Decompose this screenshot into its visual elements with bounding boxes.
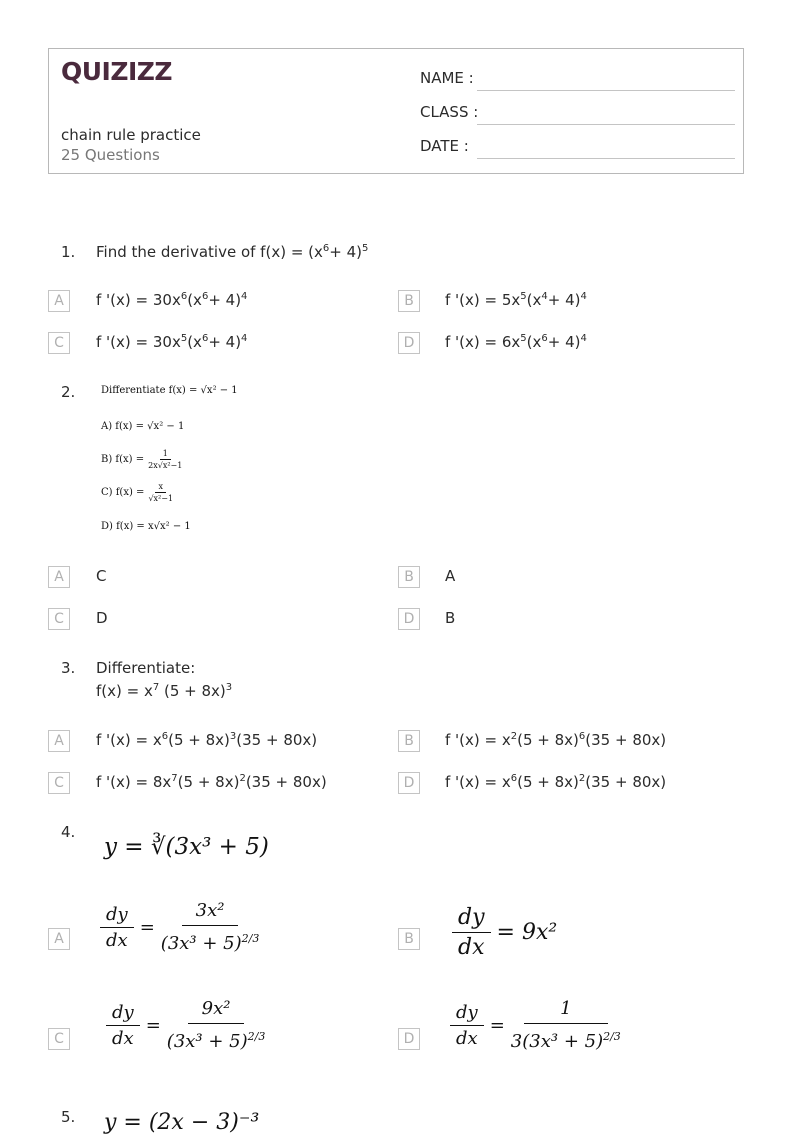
lhs-denominator: dx	[106, 929, 128, 951]
option-answer[interactable]	[445, 291, 587, 309]
answer-sup: 4	[241, 333, 248, 344]
prompt-sup: 3	[225, 682, 233, 693]
derivative-rhs	[511, 998, 621, 1052]
date-line[interactable]	[477, 158, 735, 159]
lhs-denominator: dx	[456, 1027, 478, 1049]
option-letter-box[interactable]: B	[398, 290, 420, 312]
answer-text: (5 + 8x)	[517, 731, 579, 749]
lhs-numerator: dy	[106, 1002, 140, 1026]
rhs-denominator-base: (3x³ + 5)	[166, 1031, 248, 1052]
option-answer[interactable]	[450, 998, 621, 1052]
option-letter-box[interactable]: B	[398, 566, 420, 588]
rhs-numerator: 3x²	[182, 900, 239, 926]
option-letter-box[interactable]: A	[48, 928, 70, 950]
option-answer[interactable]: B	[445, 609, 456, 627]
question-number: 1.	[61, 243, 76, 261]
lhs-numerator: dy	[452, 905, 491, 933]
prompt-text: Find the derivative of f(x) = (x	[96, 243, 323, 261]
option-answer[interactable]	[445, 333, 587, 351]
answer-text: (x	[187, 291, 202, 309]
answer-text: f '(x) = 6x	[445, 333, 521, 351]
lhs-denominator: dx	[112, 1027, 134, 1049]
option-letter-box[interactable]: C	[48, 772, 70, 794]
answer-text: (5 + 8x)	[517, 773, 579, 791]
derivative-rhs	[161, 900, 260, 954]
answer-text: f '(x) = x	[96, 731, 162, 749]
equals-sign: =	[139, 916, 155, 938]
question-count: 25 Questions	[61, 146, 160, 164]
fraction-numerator: 1	[160, 449, 171, 460]
option-answer[interactable]	[445, 731, 666, 749]
answer-sup: 5	[520, 333, 527, 344]
lhs-denominator: dx	[458, 935, 485, 960]
answer-text: (x	[526, 333, 542, 351]
rhs-numerator: 9x²	[188, 998, 245, 1024]
option-letter-box[interactable]: C	[48, 1028, 70, 1050]
rhs-denominator	[161, 926, 260, 954]
worksheet-title: chain rule practice	[61, 126, 201, 144]
question-prompt	[96, 243, 368, 261]
option-answer[interactable]: C	[96, 567, 107, 585]
option-answer[interactable]	[96, 333, 247, 351]
option-answer[interactable]	[100, 900, 259, 954]
name-line[interactable]	[477, 90, 735, 91]
prompt-sup: 5	[362, 243, 369, 254]
option-answer[interactable]	[96, 773, 327, 791]
question-image-line: Differentiate f(x) = √x² − 1	[101, 385, 238, 396]
answer-sup: 2	[578, 773, 586, 784]
date-label: DATE :	[420, 137, 469, 155]
question-image-line: A) f(x) = √x² − 1	[101, 421, 185, 432]
question-number: 4.	[61, 823, 76, 841]
option-answer[interactable]	[96, 731, 317, 749]
derivative-lhs	[100, 904, 134, 951]
option-letter-box[interactable]: D	[398, 772, 420, 794]
option-letter-box[interactable]: D	[398, 1028, 420, 1050]
worksheet-header	[48, 48, 744, 174]
option-letter-box[interactable]: D	[398, 332, 420, 354]
answer-sup: 4	[241, 291, 248, 302]
class-line[interactable]	[477, 124, 735, 125]
option-answer[interactable]	[445, 773, 666, 791]
answer-text: + 4)	[208, 333, 242, 351]
image-prefix: B) f(x) =	[101, 454, 145, 465]
image-fraction	[148, 449, 182, 470]
rhs-exponent: 2/3	[241, 932, 260, 945]
answer-text: f '(x) = 8x	[96, 773, 172, 791]
option-answer[interactable]: A	[445, 567, 456, 585]
quizizz-logo: QUIZIZZ	[61, 57, 173, 86]
answer-text: (35 + 80x)	[585, 731, 667, 749]
answer-text: f '(x) = 30x	[96, 291, 181, 309]
rhs-denominator	[167, 1024, 266, 1052]
option-letter-box[interactable]: C	[48, 608, 70, 630]
image-prefix: C) f(x) =	[101, 487, 145, 498]
equals-sign: =	[145, 1014, 161, 1036]
answer-sup: 6	[510, 773, 518, 784]
question-number: 5.	[61, 1108, 76, 1126]
answer-sup: 4	[541, 291, 548, 302]
question-equation: y = (2x − 3)⁻³	[104, 1110, 260, 1135]
answer-text: (5 + 8x)	[177, 773, 240, 791]
date-field[interactable]	[420, 137, 735, 159]
lhs-numerator: dy	[450, 1002, 484, 1026]
answer-sup: 6	[161, 731, 169, 742]
answer-text: (35 + 80x)	[585, 773, 667, 791]
answer-sup: 2	[510, 731, 518, 742]
prompt-sup: 6	[322, 243, 330, 254]
fraction-denominator: 2x√x²−1	[148, 461, 183, 470]
answer-text: f '(x) = 30x	[96, 333, 181, 351]
answer-text: + 4)	[547, 291, 581, 309]
answer-text: (x	[526, 291, 542, 309]
rhs-exponent: 2/3	[247, 1030, 266, 1043]
prompt-text: + 4)	[329, 243, 362, 261]
name-label: NAME :	[420, 69, 474, 87]
answer-sup: 5	[180, 333, 188, 344]
question-image-line	[101, 449, 182, 470]
derivative-rhs	[167, 998, 266, 1052]
answer-sup: 6	[541, 333, 548, 344]
answer-sup: 2	[239, 773, 246, 784]
question-prompt: Differentiate:	[96, 659, 196, 677]
option-letter-box[interactable]: A	[48, 730, 70, 752]
answer-text: f '(x) = x	[445, 773, 511, 791]
question-image-line: D) f(x) = x√x² − 1	[101, 521, 191, 532]
option-letter-box[interactable]: B	[398, 730, 420, 752]
option-answer[interactable]	[96, 291, 247, 309]
rhs-exponent: 2/3	[603, 1030, 621, 1043]
question-number: 2.	[61, 383, 76, 401]
rhs-numerator: 1	[524, 998, 607, 1024]
fraction-numerator: x	[155, 482, 166, 493]
option-letter-box[interactable]: C	[48, 332, 70, 354]
lhs-numerator: dy	[100, 904, 134, 928]
derivative-rhs: = 9x²	[496, 920, 558, 945]
answer-text: + 4)	[547, 333, 581, 351]
question-image-line	[101, 482, 173, 503]
answer-sup: 6	[578, 731, 586, 742]
answer-sup: 6	[180, 291, 188, 302]
question-prompt	[96, 682, 232, 700]
fraction-denominator: √x²−1	[148, 494, 174, 503]
answer-text: (35 + 80x)	[245, 773, 327, 791]
image-fraction	[148, 482, 173, 503]
prompt-text: (5 + 8x)	[159, 682, 226, 700]
option-letter-box[interactable]: B	[398, 928, 420, 950]
answer-text: (35 + 80x)	[236, 731, 318, 749]
derivative-lhs	[452, 905, 491, 960]
question-equation: y = ∛(3x³ + 5)	[104, 834, 269, 860]
answer-text: f '(x) = 5x	[445, 291, 521, 309]
answer-sup: 5	[520, 291, 527, 302]
class-label: CLASS :	[420, 103, 479, 121]
option-letter-box[interactable]: A	[48, 290, 70, 312]
derivative-lhs	[106, 1002, 140, 1049]
answer-sup: 6	[201, 291, 209, 302]
option-letter-box[interactable]: D	[398, 608, 420, 630]
equals-sign: =	[489, 1014, 505, 1036]
name-field[interactable]	[420, 69, 735, 91]
answer-sup: 4	[580, 291, 587, 302]
answer-text: f '(x) = x	[445, 731, 511, 749]
answer-text: + 4)	[208, 291, 242, 309]
class-field[interactable]	[420, 103, 735, 125]
answer-sup: 6	[201, 333, 209, 344]
option-answer[interactable]	[452, 905, 557, 960]
question-number: 3.	[61, 659, 76, 677]
option-answer[interactable]	[106, 998, 265, 1052]
answer-text: (x	[187, 333, 202, 351]
option-letter-box[interactable]: A	[48, 566, 70, 588]
answer-sup: 4	[580, 333, 587, 344]
answer-sup: 3	[229, 731, 237, 742]
rhs-denominator-base: 3(3x³ + 5)	[510, 1031, 604, 1052]
prompt-text: f(x) = x	[96, 682, 153, 700]
rhs-denominator	[511, 1024, 621, 1052]
answer-sup: 7	[171, 773, 178, 784]
answer-text: (5 + 8x)	[168, 731, 230, 749]
rhs-denominator-base: (3x³ + 5)	[160, 933, 242, 954]
prompt-sup: 7	[152, 682, 160, 693]
option-answer[interactable]: D	[96, 609, 108, 627]
derivative-lhs	[450, 1002, 484, 1049]
